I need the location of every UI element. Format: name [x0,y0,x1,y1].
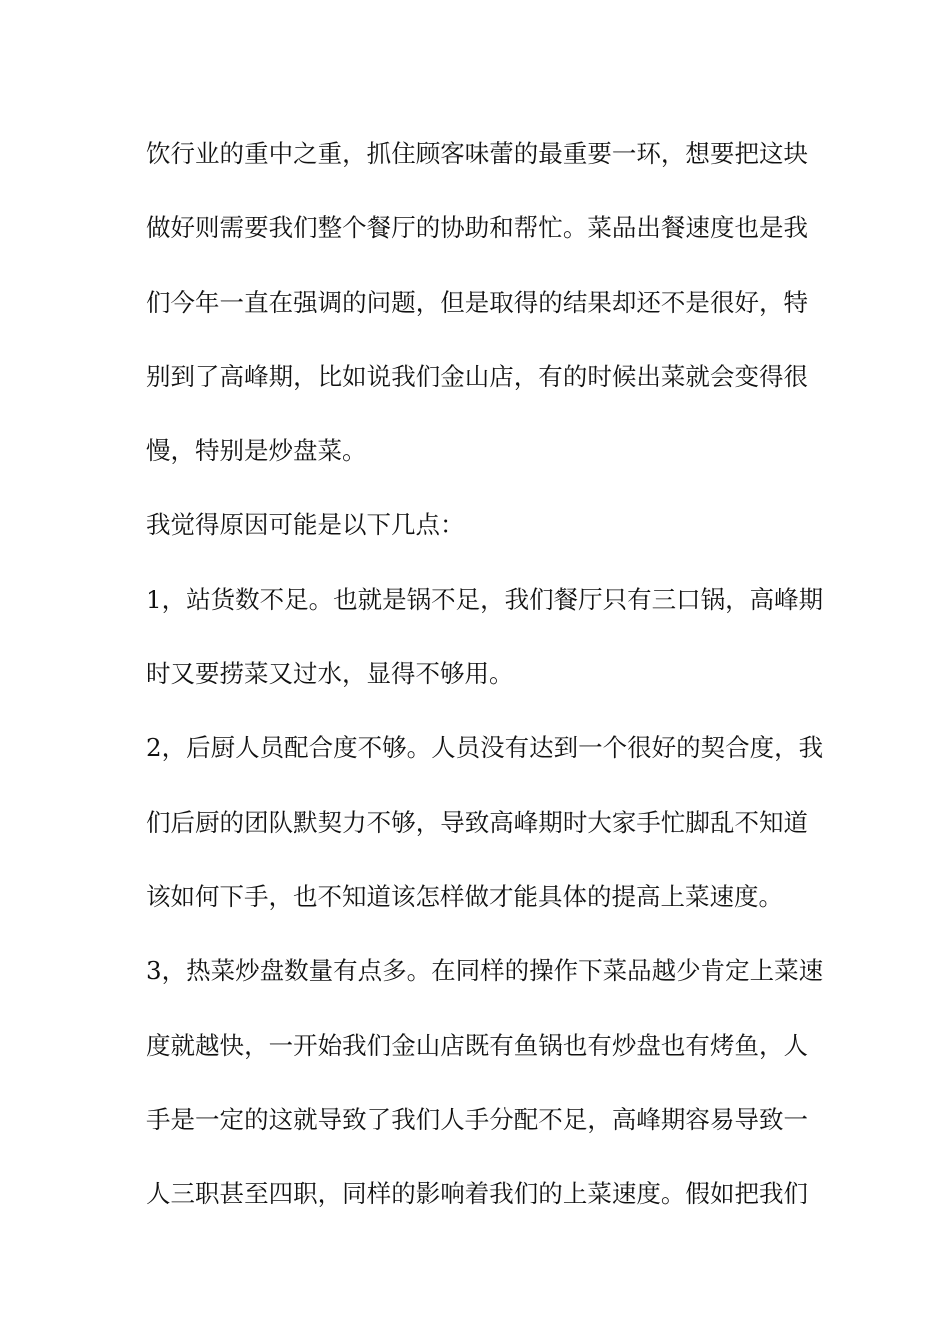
text-line: 饮行业的重中之重，抓住顾客味蕾的最重要一环，想要把这块 [146,139,808,168]
text-line: 人三职甚至四职，同样的影响着我们的上菜速度。假如把我们 [146,1179,808,1209]
text-line: 1，站货数不足。也就是锅不足，我们餐厅只有三口锅，高峰期 [146,584,824,614]
text-line: 该如何下手，也不知道该怎样做才能具体的提高上菜速度。 [146,881,783,911]
text-line: 慢，特别是炒盘菜。 [146,436,367,466]
text-line: 们今年一直在强调的问题，但是取得的结果却还不是很好，特 [146,287,808,317]
text-line: 3，热菜炒盘数量有点多。在同样的操作下菜品越少肯定上菜速 [146,956,824,986]
text-line: 时又要捞菜又过水，显得不够用。 [146,659,514,689]
text-line: 我觉得原因可能是以下几点： [146,510,465,540]
text-line: 度就越快，一开始我们金山店既有鱼锅也有炒盘也有烤鱼，人 [146,1030,808,1060]
text-line: 手是一定的这就导致了我们人手分配不足，高峰期容易导致一 [146,1104,808,1134]
text-line: 们后厨的团队默契力不够，导致高峰期时大家手忙脚乱不知道 [146,807,808,837]
text-line: 2，后厨人员配合度不够。人员没有达到一个很好的契合度，我 [146,733,824,763]
text-line: 做好则需要我们整个餐厅的协助和帮忙。菜品出餐速度也是我 [146,213,808,243]
text-line: 别到了高峰期，比如说我们金山店，有的时候出菜就会变得很 [146,361,808,391]
body-text [146,126,824,1240]
